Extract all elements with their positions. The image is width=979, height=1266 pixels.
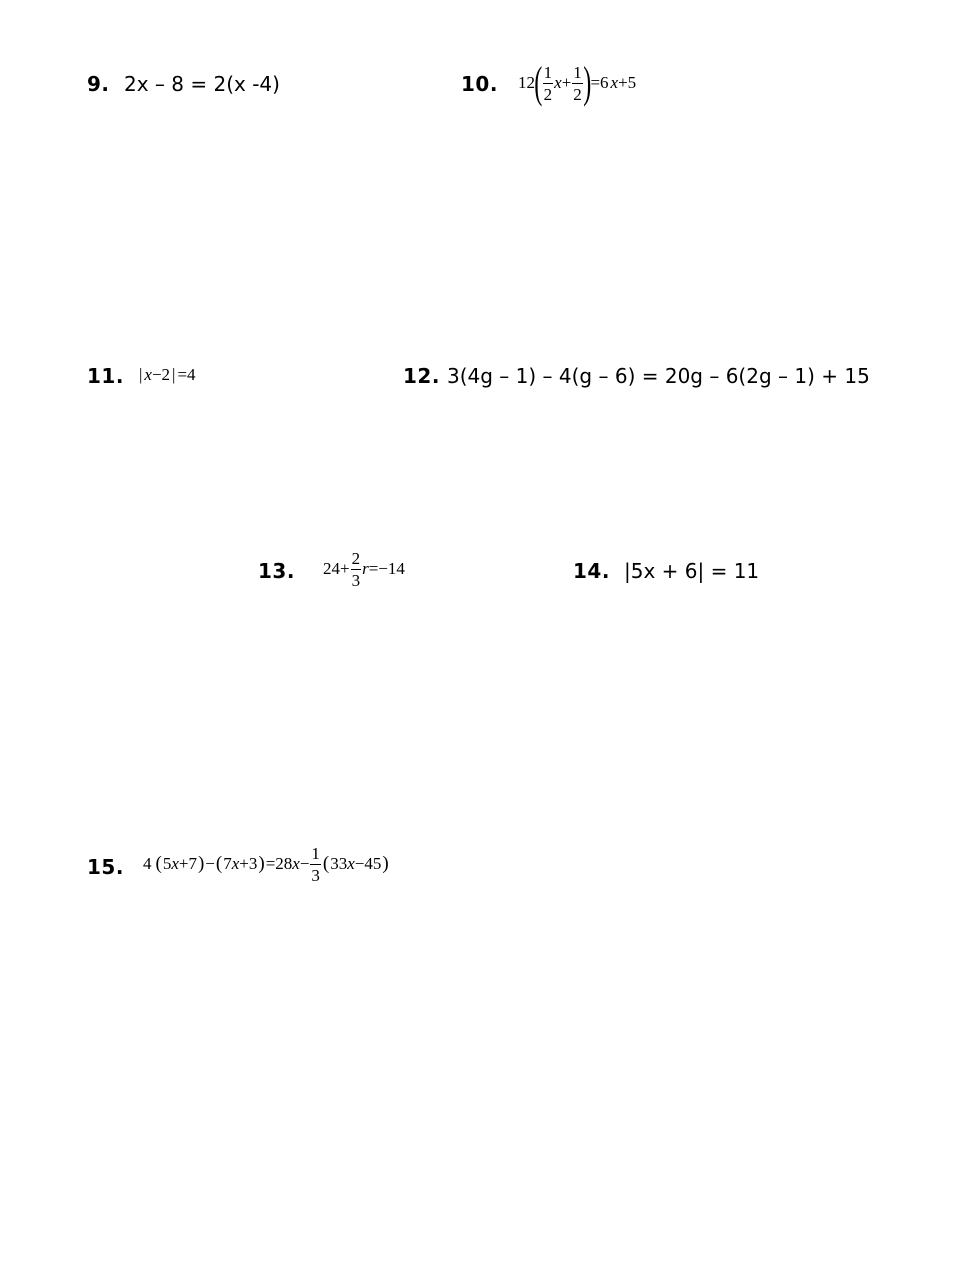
p10-equals: =6 [590, 73, 609, 92]
p15-e: 7 [223, 854, 232, 873]
p13-fraction [351, 550, 362, 589]
problem-12-equation: 3(4g – 1) – 4(g – 6) = 20g – 6(2g – 1) + 15 [447, 364, 870, 388]
p15-j: −45 [354, 854, 382, 873]
p10-open-paren: ( [534, 58, 543, 107]
p10-frac2-denominator: 2 [573, 84, 582, 104]
p15-c: +7 [178, 854, 197, 873]
p15-f: +3 [239, 854, 258, 873]
p10-tail: +5 [618, 73, 637, 92]
p10-frac1-denominator: 2 [543, 84, 553, 104]
problem-10-equation [518, 58, 636, 108]
p15-b: 5 [162, 854, 172, 873]
p15-h: − [299, 854, 310, 873]
p15-paren-2-close: ) [258, 853, 265, 874]
p10-frac2-numerator: 1 [573, 62, 582, 82]
p15-fraction [310, 845, 321, 884]
p10-var-2: x [610, 73, 619, 92]
p15-i: 33 [330, 854, 348, 873]
p10-fraction-2 [572, 64, 583, 103]
problem-11-equation [137, 363, 196, 387]
p15-g: =28 [265, 854, 293, 873]
problem-9-equation: 2x – 8 = 2(x -4) [124, 72, 280, 96]
p10-lead: 12 [518, 73, 535, 92]
p10-var-1: x [554, 73, 562, 92]
p15-paren-2-open: ( [215, 853, 223, 874]
p15-paren-3-open: ( [322, 853, 330, 874]
p15-numerator: 1 [311, 843, 320, 863]
p15-paren-1-open: ( [155, 853, 162, 874]
p15-x1: x [171, 854, 179, 873]
p15-x4: x [347, 854, 355, 873]
p15-denominator: 3 [311, 865, 320, 885]
p11-tail: =4 [177, 365, 196, 384]
p10-close-paren: ) [583, 58, 592, 107]
p15-a: 4 [143, 854, 152, 873]
p13-denominator: 3 [351, 570, 361, 590]
p13-lead: 24+ [323, 559, 350, 578]
p10-plus: + [561, 73, 572, 92]
problem-15-equation [143, 840, 390, 888]
p11-bar-left: | [139, 365, 143, 384]
problem-14-number: 14. [573, 559, 610, 583]
problem-13-equation [323, 546, 405, 592]
problem-12-number: 12. [403, 364, 440, 388]
problem-13-number: 13. [258, 559, 295, 583]
p15-d: − [205, 854, 215, 873]
p15-x3: x [292, 854, 300, 873]
p15-paren-1-close: ) [197, 853, 205, 874]
p15-x2: x [231, 854, 240, 873]
problem-15-number: 15. [87, 855, 124, 879]
problem-9-number: 9. [87, 72, 110, 96]
p10-frac1-numerator: 1 [543, 62, 553, 82]
problem-10-number: 10. [461, 72, 498, 96]
problem-11-number: 11. [87, 364, 124, 388]
p13-tail: =−14 [368, 559, 405, 578]
p13-numerator: 2 [351, 548, 361, 568]
p13-var: r [362, 559, 369, 578]
problem-14-equation: |5x + 6| = 11 [624, 559, 760, 583]
p11-bar-right: | [172, 365, 176, 384]
p11-mid: −2 [151, 365, 171, 384]
p11-var: x [144, 365, 152, 384]
p10-fraction-1 [543, 64, 554, 103]
p15-paren-3-close: ) [382, 853, 389, 874]
